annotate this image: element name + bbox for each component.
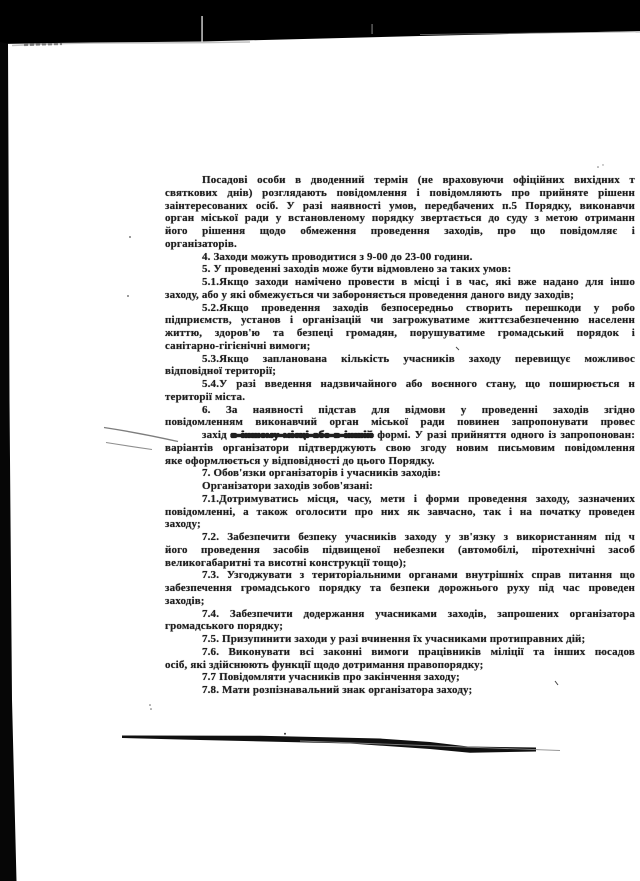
scan-speck: [597, 166, 599, 168]
text-line: заходу, або у які обмежується чи забороняється проведення даного виду заходів;: [165, 288, 575, 301]
text-line: орган міської ради у встановленому порядку звертається до суду з метою отриманн: [165, 212, 635, 225]
text-line: осіб, які здійснюють функції щодо дотримання правопорядку;: [165, 658, 484, 671]
text-line: 5.2.Якщо проведення заходів безпосередньо створить перешкоди у робо: [202, 301, 635, 314]
scan-speck: [149, 704, 151, 706]
text-line: заходу;: [165, 518, 201, 531]
text-line: 7. Обов'язки організаторів і учасників заходів:: [202, 467, 441, 480]
text-line: 6. За наявності підстав для відмови у проведенні заходів згідно: [202, 403, 635, 416]
text-line: святкових днів) розглядають повідомлення і повідомляють про прийняте рішенн: [165, 186, 635, 199]
text-line: 7.1.Дотримуватись місця, часу, мети і форми проведення заходу, зазначених: [202, 492, 635, 505]
text-line: життю, здоров'ю та безпеці громадян, порушуватиме громадський порядок і: [165, 327, 635, 339]
scan-artifact-scratch: [201, 16, 202, 42]
document-text-block: [165, 174, 635, 697]
text-line: 7.7 Повідомляти учасників про закінчення заходу;: [202, 671, 460, 684]
text-line: повідомленням виконавчий орган міської ради повинен запропонувати провес: [165, 416, 635, 429]
pencil-mark: [106, 443, 152, 450]
scan-speck: [602, 164, 603, 165]
text-line: 5.4.У разі введення надзвичайного або воєнного стану, що поширюється н: [202, 378, 635, 390]
scan-speck: [150, 708, 152, 710]
text-line: 7.8. Мати розпізнавальний знак організатора заходу;: [202, 684, 473, 696]
text-line: Посадові особи в дводенний термін (не враховуючи офіційних вихідних т: [202, 174, 635, 186]
text-line: повідомленні, а також оголосити про них як завчасно, так і на початку проведен: [165, 505, 635, 518]
text-fragment: формі. У разі прийняття одного із запропонован:: [373, 429, 636, 441]
text-line: території міста.: [165, 390, 246, 403]
scan-artifact-top-band: [0, 0, 640, 44]
scan-artifact-scratch: [372, 24, 373, 34]
text-line: санітарно-гігієнічні вимоги;: [165, 339, 311, 352]
text-line: відповідної території;: [165, 365, 277, 378]
struck-out-text: в іншому місці або в іншій: [230, 429, 374, 441]
scan-artifact-bottom-stroke: [122, 736, 536, 753]
text-line: заінтересованих осіб. У разі наявності умов, передбачених п.5 Порядку, виконавчи: [165, 199, 635, 212]
text-line: [165, 429, 635, 442]
text-line: 7.3. Узгоджувати з територіальними органами внутрішніх справ питання що: [202, 569, 635, 582]
text-line: великогабаритні та висотні конструкції тощо);: [165, 556, 407, 569]
text-line: організаторів.: [165, 237, 237, 250]
text-line: його проведення засобів підвищеної небезпеки (автомобілі, піротехнічні засоб: [165, 543, 635, 556]
scan-artifact-dot: [284, 733, 286, 735]
text-line: 5.3.Якщо запланована кількість учасників заходу перевищує можливос: [202, 352, 635, 365]
text-line: 5.1.Якщо заходи намічено провести в місці і в час, які вже надано для іншо: [202, 276, 635, 288]
scan-artifact-left-strip: [0, 42, 17, 881]
text-line: 4. Заходи можуть проводитися з 9-00 до 23-00 години.: [202, 250, 473, 263]
text-line: яке оформлюється у відповідності до цього Порядку.: [165, 454, 435, 467]
text-line: варіантів організатори підтверджують свою згоду новим письмовим повідомлення: [165, 441, 635, 454]
scan-artifact-smudge: [12, 42, 250, 46]
scan-speck: [129, 236, 131, 238]
text-line: підприємств, установ і організацій чи загрожуватиме життєзабезпеченню населенн: [165, 314, 635, 327]
text-line: заходів;: [165, 594, 205, 607]
text-line: 7.4. Забезпечити додержання учасниками заходів, запрошених організатора: [202, 607, 635, 620]
scan-speck: [127, 295, 129, 297]
text-line: 7.2. Забезпечити безпеку учасників заходу у зв'язку з використанням під ч: [202, 531, 635, 543]
text-fragment: захід: [202, 429, 231, 441]
text-line: забезпечення громадського порядку та безпеки дорожнього руху під час проведен: [165, 582, 635, 594]
text-line: 7.6. Виконувати всі законні вимоги працівників міліції та інших посадов: [202, 645, 635, 658]
text-line: 7.5. Призупинити заходи у разі вчинення їх учасниками протиправних дій;: [202, 633, 586, 645]
scan-artifact-bottom-stroke-thin: [300, 741, 560, 751]
text-line: 5. У проведенні заходів може бути відмовлено за таких умов:: [202, 263, 512, 276]
scan-artifact-smudge: [420, 32, 640, 35]
scan-artifact-smudge: [24, 44, 62, 45]
text-line: Організатори заходів зобов'язані:: [202, 480, 373, 492]
text-line: громадського порядку;: [165, 620, 284, 633]
text-line: його рішення щодо обмеження проведення заходів, про що повідомляє і: [165, 225, 635, 237]
